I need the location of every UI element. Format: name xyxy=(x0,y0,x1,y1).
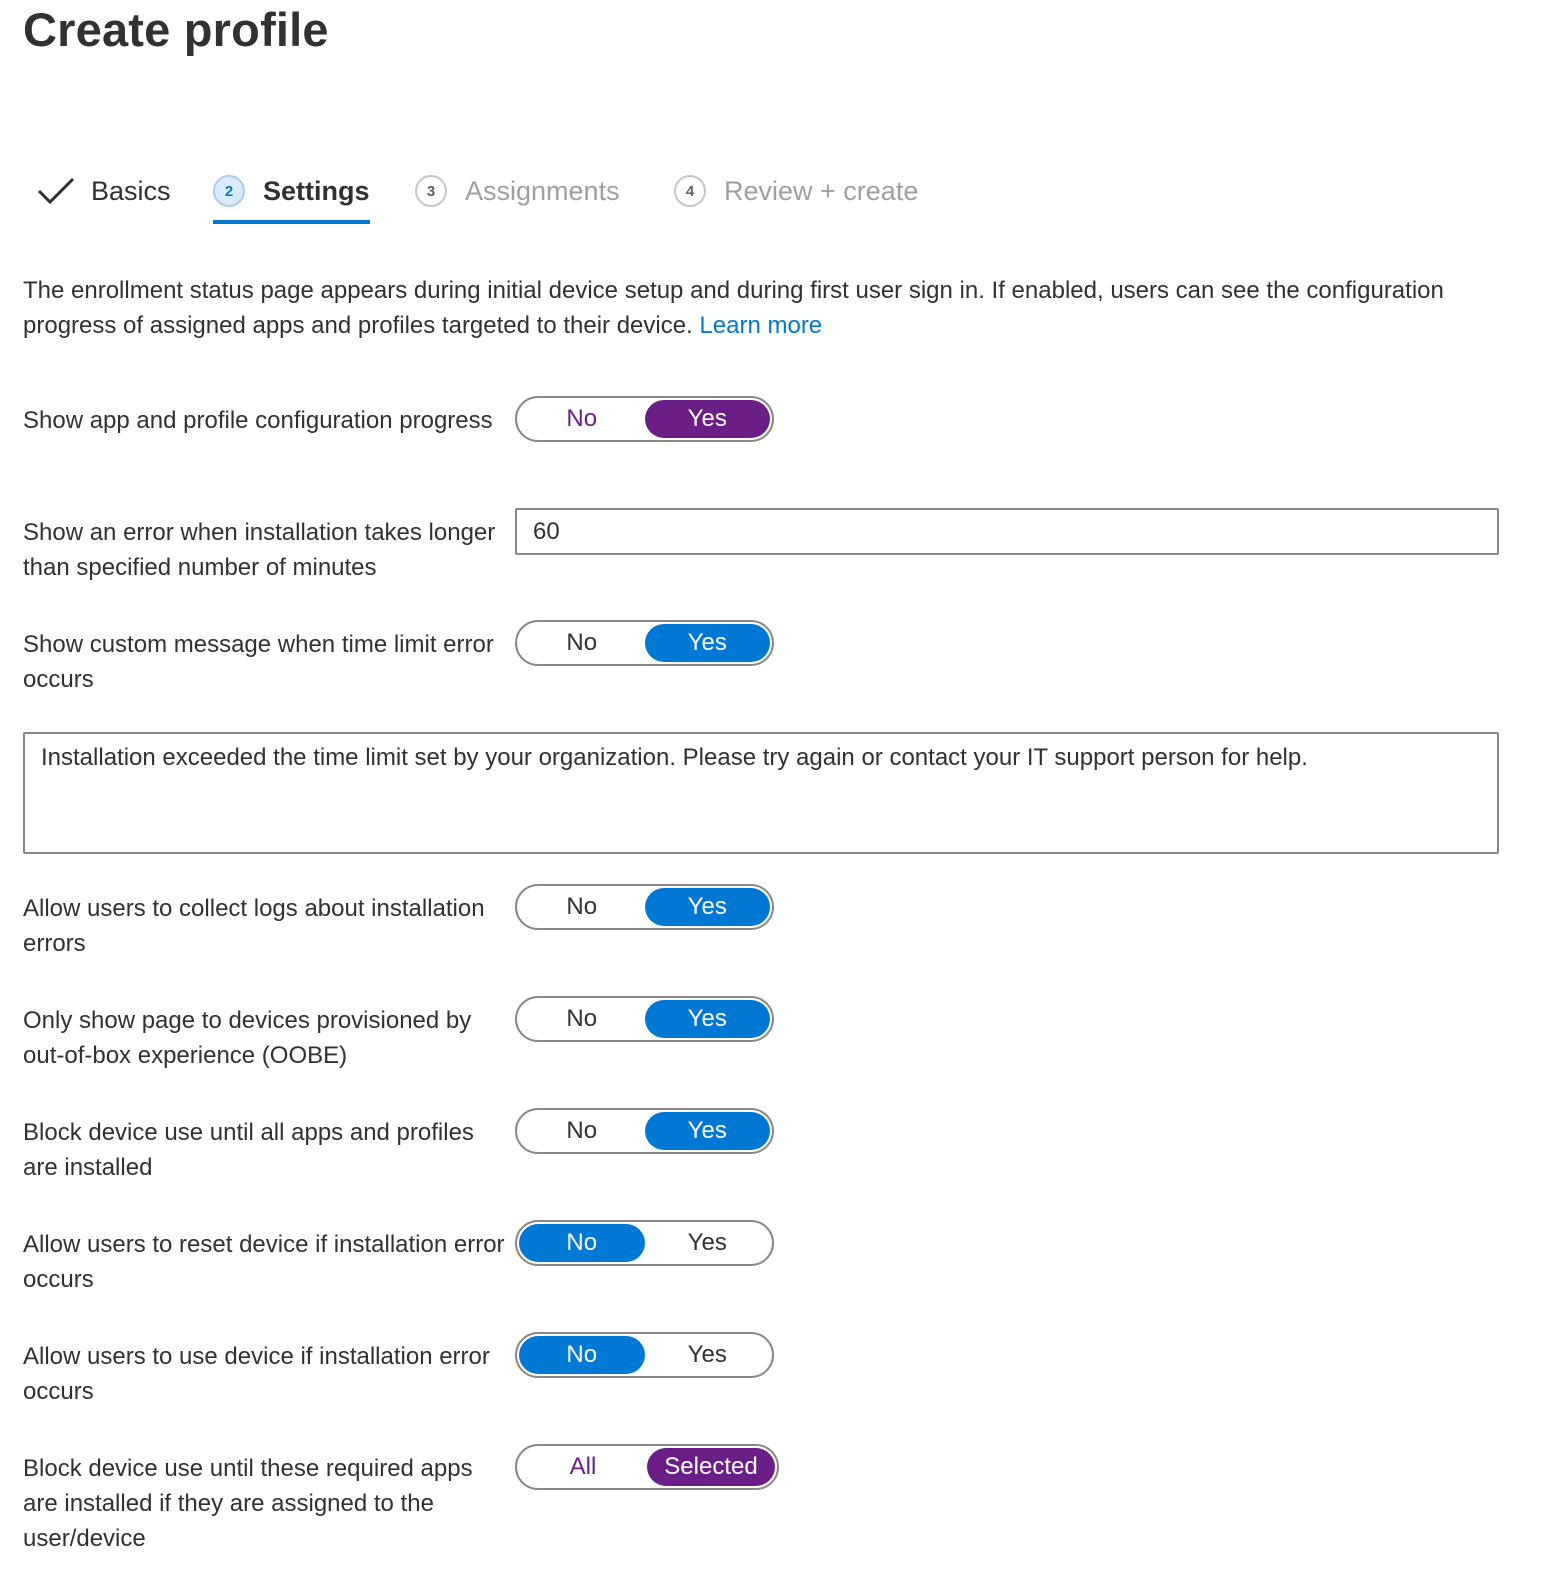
step-label: Review + create xyxy=(724,175,919,206)
toggle-option-yes[interactable]: Yes xyxy=(645,624,771,662)
toggle-option-all[interactable]: All xyxy=(569,1453,597,1480)
step-review-create[interactable] xyxy=(674,160,918,222)
toggle-option-yes[interactable]: Yes xyxy=(645,1112,771,1150)
allow-use-label: Allow users to use device if installation error occurs xyxy=(23,1343,490,1405)
toggle-option-yes[interactable]: Yes xyxy=(687,1341,727,1368)
block-until-installed-toggle[interactable] xyxy=(515,1108,774,1154)
allow-reset-toggle[interactable] xyxy=(515,1220,774,1266)
toggle-option-no[interactable]: No xyxy=(566,1005,598,1032)
toggle-option-no[interactable]: No xyxy=(519,1336,645,1374)
toggle-option-no[interactable]: No xyxy=(566,405,598,432)
toggle-option-no[interactable]: No xyxy=(519,1224,645,1262)
learn-more-link[interactable]: Learn more xyxy=(699,312,823,339)
oobe-only-toggle[interactable] xyxy=(515,996,774,1042)
toggle-option-yes[interactable]: Yes xyxy=(645,1000,771,1038)
step-label: Assignments xyxy=(465,175,620,206)
required-apps-label: Block device use until these required apps are installed if they are assigned to the user/device xyxy=(23,1455,473,1552)
step-basics[interactable] xyxy=(37,160,171,222)
step-number-badge: 2 xyxy=(213,175,245,207)
step-assignments[interactable] xyxy=(415,160,620,222)
show-progress-label: Show app and profile configuration progress xyxy=(23,407,493,434)
time-limit-label: Show an error when installation takes longer than specified number of minutes xyxy=(23,519,496,581)
toggle-option-no[interactable]: No xyxy=(566,1117,598,1144)
toggle-option-no[interactable]: No xyxy=(566,893,598,920)
allow-use-toggle[interactable] xyxy=(515,1332,774,1378)
block-until-installed-label: Block device use until all apps and profiles are installed xyxy=(23,1119,474,1181)
show-progress-toggle[interactable] xyxy=(515,396,774,442)
checkmark-icon xyxy=(37,176,75,206)
toggle-option-yes[interactable]: Yes xyxy=(687,1229,727,1256)
oobe-only-label: Only show page to devices provisioned by out-of-box experience (OOBE) xyxy=(23,1007,472,1069)
step-number-badge: 4 xyxy=(674,175,706,207)
collect-logs-label: Allow users to collect logs about installation errors xyxy=(23,895,485,957)
toggle-option-no[interactable]: No xyxy=(566,629,598,656)
intro-text: The enrollment status page appears during initial device setup and during first user sign in. If enabled, users can see the configuration progress of assigned apps and profiles targeted to their device. xyxy=(23,277,1444,339)
intro-description xyxy=(23,273,1503,343)
toggle-option-selected[interactable]: Selected xyxy=(647,1448,775,1486)
page-title: Create profile xyxy=(23,3,329,56)
custom-message-toggle[interactable] xyxy=(515,620,774,666)
wizard-steps xyxy=(0,160,1000,230)
toggle-option-yes[interactable]: Yes xyxy=(645,888,771,926)
required-apps-toggle[interactable] xyxy=(515,1444,779,1490)
step-label: Settings xyxy=(263,175,370,206)
step-settings[interactable] xyxy=(213,160,370,222)
collect-logs-toggle[interactable] xyxy=(515,884,774,930)
time-limit-input[interactable] xyxy=(515,508,1499,555)
step-label: Basics xyxy=(91,175,171,206)
toggle-option-yes[interactable]: Yes xyxy=(645,400,771,438)
custom-message-textarea[interactable] xyxy=(23,732,1499,854)
allow-reset-label: Allow users to reset device if installation error occurs xyxy=(23,1231,505,1293)
step-number-badge: 3 xyxy=(415,175,447,207)
custom-message-label: Show custom message when time limit error occurs xyxy=(23,631,494,693)
